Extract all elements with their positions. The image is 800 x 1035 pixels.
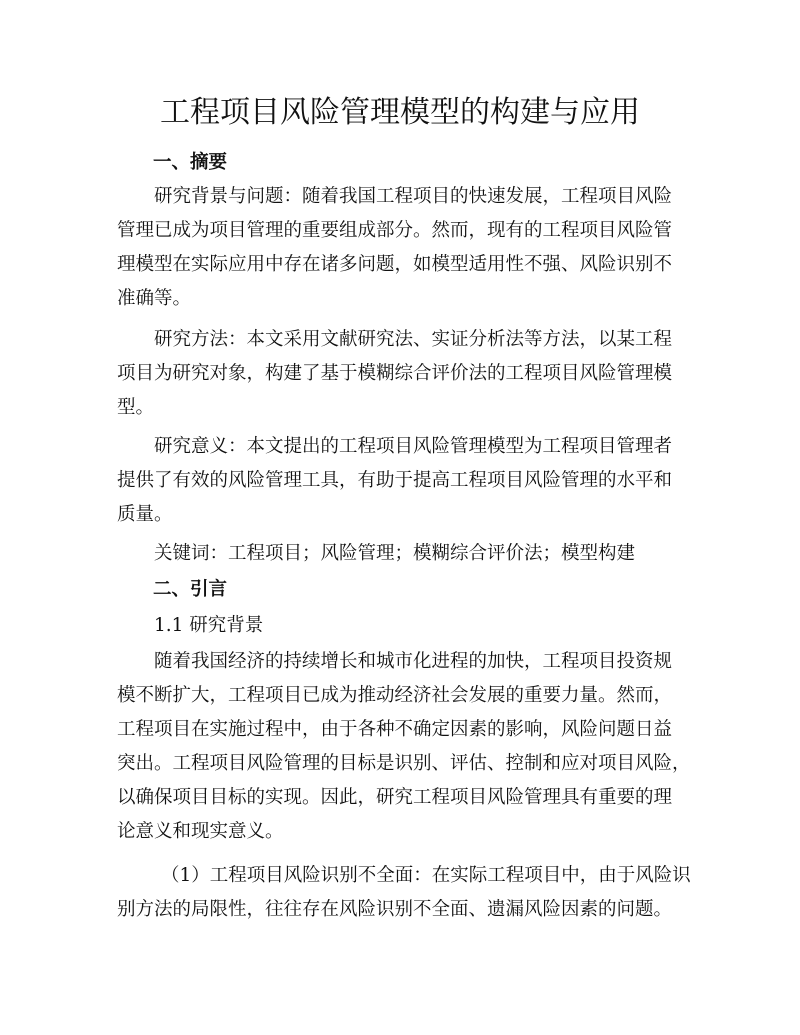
keywords-line bbox=[117, 537, 683, 571]
paragraph-line: 型。 bbox=[117, 397, 155, 418]
intro-subheading bbox=[117, 609, 683, 643]
abstract-method-paragraph bbox=[117, 323, 683, 425]
abstract-heading: 一、摘要 bbox=[153, 152, 228, 173]
intro-point1-paragraph bbox=[117, 859, 691, 927]
paragraph-line: 随着我国经济的持续增长和城市化进程的加快，工程项目投资规 bbox=[154, 651, 673, 672]
paragraph-line: 论意义和现实意义。 bbox=[117, 821, 284, 842]
abstract-background-paragraph bbox=[117, 180, 683, 316]
subheading-text: 1.1 研究背景 bbox=[154, 615, 264, 636]
paragraph-line: 模不断扩大，工程项目已成为推动经济社会发展的重要力量。然而， bbox=[117, 685, 673, 706]
paragraph-line: 质量。 bbox=[117, 504, 173, 525]
paragraph-line: 研究方法：本文采用文献研究法、实证分析法等方法，以某工程 bbox=[154, 329, 673, 350]
paragraph-line: 别方法的局限性，往往存在风险识别不全面、遗漏风险因素的问题。 bbox=[117, 899, 673, 920]
intro-background-paragraph bbox=[117, 645, 691, 849]
paragraph-line: 准确等。 bbox=[117, 288, 192, 309]
paragraph-line: 项目为研究对象，构建了基于模糊综合评价法的工程项目风险管理模 bbox=[117, 363, 673, 384]
paragraph-line: 工程项目在实施过程中，由于各种不确定因素的影响，风险问题日益 bbox=[117, 719, 673, 740]
paragraph-line: （1）工程项目风险识别不全面：在实际工程项目中，由于风险识 bbox=[161, 865, 691, 886]
paragraph-line: 提供了有效的风险管理工具，有助于提高工程项目风险管理的水平和 bbox=[117, 470, 673, 491]
abstract-significance-paragraph bbox=[117, 430, 683, 532]
keywords-text: 关键词：工程项目；风险管理；模糊综合评价法；模型构建 bbox=[154, 543, 636, 564]
paragraph-line: 突出。工程项目风险管理的目标是识别、评估、控制和应对项目风险， bbox=[117, 753, 691, 774]
paragraph-line: 管理已成为项目管理的重要组成部分。然而，现有的工程项目风险管 bbox=[117, 220, 673, 241]
paragraph-line: 理模型在实际应用中存在诸多问题，如模型适用性不强、风险识别不 bbox=[117, 254, 673, 275]
paragraph-line: 以确保项目目标的实现。因此，研究工程项目风险管理具有重要的理 bbox=[117, 787, 673, 808]
document-title: 工程项目风险管理模型的构建与应用 bbox=[160, 95, 640, 130]
paragraph-line: 研究背景与问题：随着我国工程项目的快速发展，工程项目风险 bbox=[154, 186, 673, 207]
intro-heading: 二、引言 bbox=[153, 579, 228, 600]
paragraph-line: 研究意义：本文提出的工程项目风险管理模型为工程项目管理者 bbox=[154, 436, 673, 457]
